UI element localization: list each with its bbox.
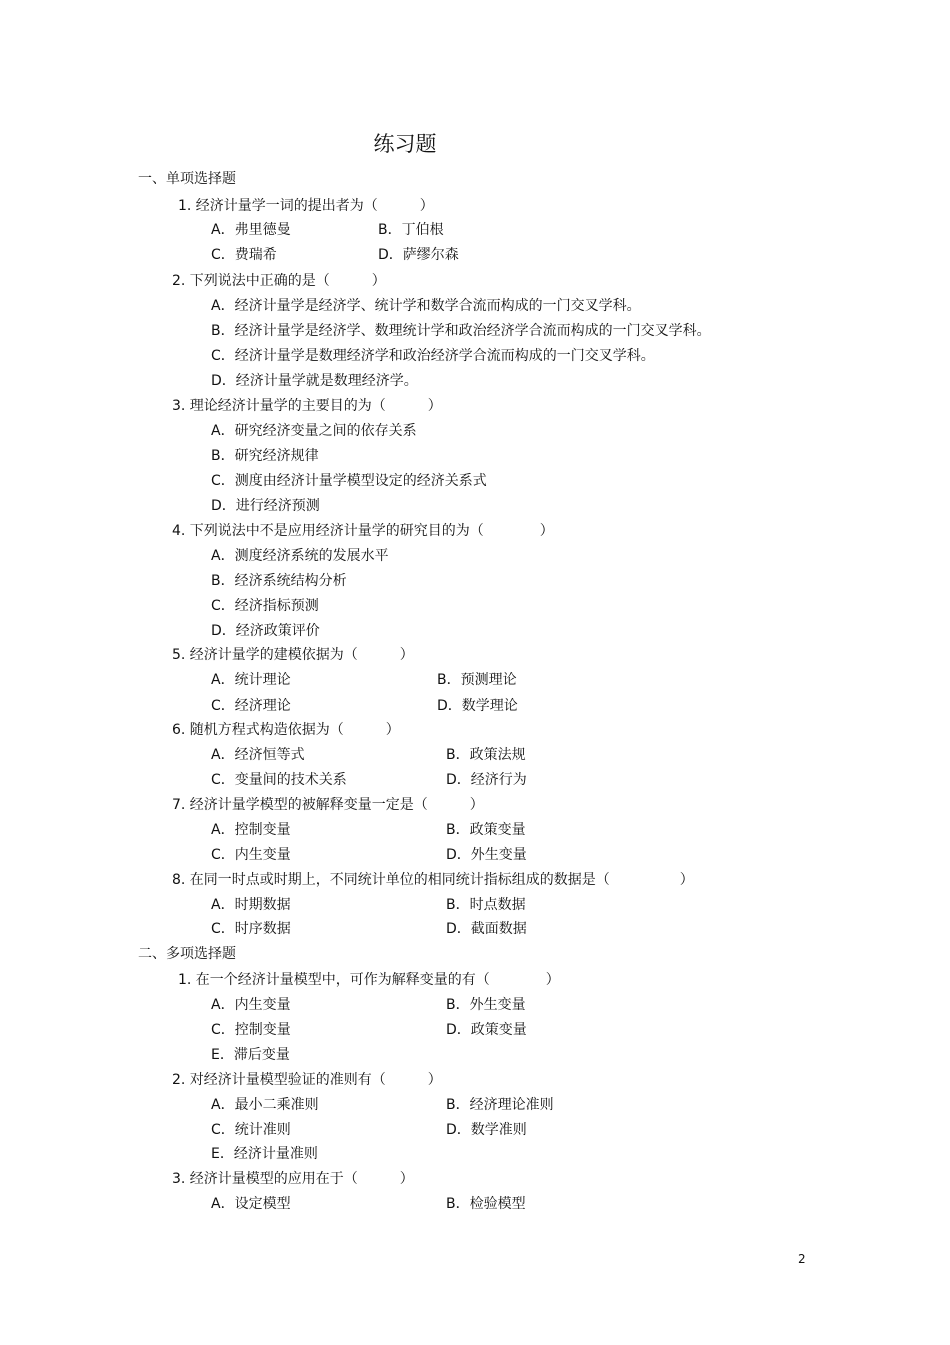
option-c: C．测度由经济计量学模型设定的经济关系式 (211, 473, 487, 489)
question-stem: 2. 下列说法中正确的是（ ） (172, 273, 386, 289)
option-b: B．外生变量 (446, 997, 526, 1013)
question-stem: 8. 在同一时点或时期上，不同统计单位的相同统计指标组成的数据是（ ） (172, 872, 694, 888)
option-d: D．萨缪尔森 (378, 247, 459, 263)
question-stem: 7. 经济计量学模型的被解释变量一定是（ ） (172, 797, 484, 813)
option-c: C．费瑞希 (211, 247, 277, 263)
question-stem: 2. 对经济计量模型验证的准则有（ ） (172, 1072, 442, 1088)
option-a: A．设定模型 (211, 1196, 291, 1212)
question-stem: 1. 在一个经济计量模型中，可作为解释变量的有（ ） (178, 972, 560, 988)
option-d: D．经济行为 (446, 772, 527, 788)
option-d: D．截面数据 (446, 921, 527, 937)
option-b: B．经济系统结构分析 (211, 573, 347, 589)
option-a: A．测度经济系统的发展水平 (211, 548, 389, 564)
option-a: A．统计理论 (211, 672, 291, 688)
option-b: B．丁伯根 (378, 222, 444, 238)
option-c: C．经济计量学是数理经济学和政治经济学合流而构成的一门交叉学科。 (211, 348, 655, 364)
option-b: B．经济计量学是经济学、数理统计学和政治经济学合流而构成的一门交叉学科。 (211, 323, 711, 339)
option-b: B．政策法规 (446, 747, 526, 763)
option-a: A．时期数据 (211, 897, 291, 913)
question-stem: 3. 理论经济计量学的主要目的为（ ） (172, 398, 442, 414)
option-c: C．控制变量 (211, 1022, 291, 1038)
option-d: D．数学理论 (437, 698, 518, 714)
option-b: B．政策变量 (446, 822, 526, 838)
option-e: E．经济计量准则 (211, 1146, 318, 1162)
option-d: D．外生变量 (446, 847, 527, 863)
option-a: A．最小二乘准则 (211, 1097, 319, 1113)
question-stem: 1. 经济计量学一词的提出者为（ ） (178, 198, 434, 214)
option-b: B．检验模型 (446, 1196, 526, 1212)
option-d: D．数学准则 (446, 1122, 527, 1138)
option-a: A．经济恒等式 (211, 747, 305, 763)
section-heading-multiple-choice: 二、多项选择题 (138, 946, 236, 962)
option-d: D．经济政策评价 (211, 623, 320, 639)
option-a: A．控制变量 (211, 822, 291, 838)
option-a: A．弗里德曼 (211, 222, 291, 238)
section-heading-single-choice: 一、单项选择题 (138, 171, 236, 187)
page-title: 练习题 (373, 132, 437, 156)
option-d: D．进行经济预测 (211, 498, 320, 514)
option-c: C．变量间的技术关系 (211, 772, 347, 788)
option-d: D．经济计量学就是数理经济学。 (211, 373, 418, 389)
option-b: B．经济理论准则 (446, 1097, 554, 1113)
option-c: C．内生变量 (211, 847, 291, 863)
option-a: A．内生变量 (211, 997, 291, 1013)
page-number: 2 (798, 1252, 806, 1266)
question-stem: 5. 经济计量学的建模依据为（ ） (172, 647, 414, 663)
option-b: B．预测理论 (437, 672, 517, 688)
question-stem: 4. 下列说法中不是应用经济计量学的研究目的为（ ） (172, 523, 554, 539)
option-c: C．经济指标预测 (211, 598, 319, 614)
option-b: B．时点数据 (446, 897, 526, 913)
option-c: C．经济理论 (211, 698, 291, 714)
option-c: C．时序数据 (211, 921, 291, 937)
question-stem: 3. 经济计量模型的应用在于（ ） (172, 1171, 414, 1187)
option-b: B．研究经济规律 (211, 448, 319, 464)
option-c: C．统计准则 (211, 1122, 291, 1138)
option-e: E．滞后变量 (211, 1047, 290, 1063)
option-d: D．政策变量 (446, 1022, 527, 1038)
option-a: A．研究经济变量之间的依存关系 (211, 423, 417, 439)
option-a: A．经济计量学是经济学、统计学和数学合流而构成的一门交叉学科。 (211, 298, 641, 314)
question-stem: 6. 随机方程式构造依据为（ ） (172, 722, 400, 738)
